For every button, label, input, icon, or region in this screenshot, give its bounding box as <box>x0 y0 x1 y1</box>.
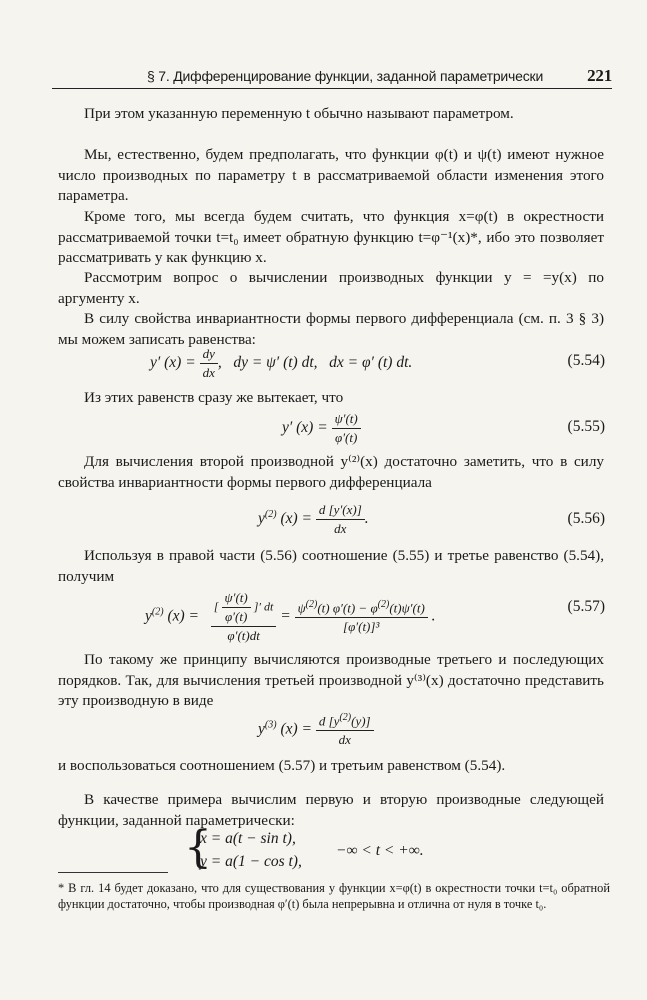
equation-5-57: $y^{(2)}$ (x) = [ $\frac{\psi'(t)}{\varphi'(t)}$ ]′ dt φ′(t)dt = $\frac{\psi^{(2)}(t) \varphi'(t) - \varphi^{(2)}(t)\psi'(t)}{\text{[φ′(t)]³}}$ . <box>145 590 436 643</box>
paragraph-5: В силу свойства инвариантности формы первого дифференциала (см. п. 3 § 3) мы можем записать равенства: <box>58 310 604 348</box>
paragraph-3: Кроме того, мы всегда будем считать, что функция x=φ(t) в окрестности рассматриваемой точки t=t₀ имеет обратную функцию t=φ⁻¹(x)*, ибо это позволяет рассматривать y как функцию x. <box>58 208 604 266</box>
equation-number-5-54: (5.54) <box>567 352 605 369</box>
header-title: § 7. Дифференцирование функции, заданной параметрически <box>147 68 544 84</box>
page-number: 221 <box>587 66 612 85</box>
equation-5-56: $y^{(2)}$ (x) = $\frac{d [y'(x)]}{dx}$ . <box>258 502 369 536</box>
paragraph-4: Рассмотрим вопрос о вычислении производных функции y = =y(x) по аргументу x. <box>58 269 604 307</box>
equation-number-5-57: (5.57) <box>567 598 605 615</box>
paragraph-2: Мы, естественно, будем предполагать, что функции φ(t) и ψ(t) имеют нужное число производных по параметру t в рассматриваемой области изменения этого параметра. <box>58 146 604 204</box>
paragraph-1: При этом указанную переменную t обычно называют параметром. <box>84 105 514 122</box>
paragraph-9: По такому же принципу вычисляются производные третьего и последующих порядков. Так, для вычисления третьей производной y⁽³⁾(x) достаточно представить эту производную в виде <box>58 651 604 709</box>
footnote: * В гл. 14 будет доказано, что для существования у функции x=φ(t) в окрестности точки t=t₀ обратной функции достаточно, чтобы производная φ′(t) была непрерывна и отлична от нуля в точке t₀. <box>58 881 610 911</box>
equation-5-54: y′ (x) = $\frac{dy}{dx}$ , dy = ψ′ (t) dt, dx = φ′ (t) dt. <box>150 346 413 380</box>
paragraph-8: Используя в правой части (5.56) соотношение (5.55) и третье равенство (5.54), получим <box>58 547 604 585</box>
paragraph-7: Для вычисления второй производной y⁽²⁾(x) достаточно заметить, что в силу свойства инвариантности формы первого дифференциала <box>58 453 604 491</box>
example-range: −∞ < t < +∞. <box>336 842 424 859</box>
example-x-equation: x = a(t − sin t), <box>200 830 296 847</box>
paragraph-6: Из этих равенств сразу же вытекает, что <box>84 389 344 406</box>
paragraph-11: В качестве примера вычислим первую и вторую производные следующей функции, заданной параметрически: <box>58 791 604 829</box>
equation-5-55: y′ (x) = $\frac{\psi'(t)}{\varphi'(t)}$ <box>282 411 361 446</box>
system-brace: { <box>184 822 212 873</box>
equation-number-5-55: (5.55) <box>567 418 605 435</box>
footnote-rule <box>58 872 168 873</box>
example-y-equation: y = a(1 − cos t), <box>200 853 302 870</box>
running-header <box>52 66 612 89</box>
equation-number-5-56: (5.56) <box>567 510 605 527</box>
equation-third-derivative: $y^{(3)}$ (x) = $\frac{d [y^{(2)}(y)]}{dx}$ <box>258 712 374 748</box>
paragraph-10: и воспользоваться соотношением (5.57) и третьим равенством (5.54). <box>58 757 506 774</box>
